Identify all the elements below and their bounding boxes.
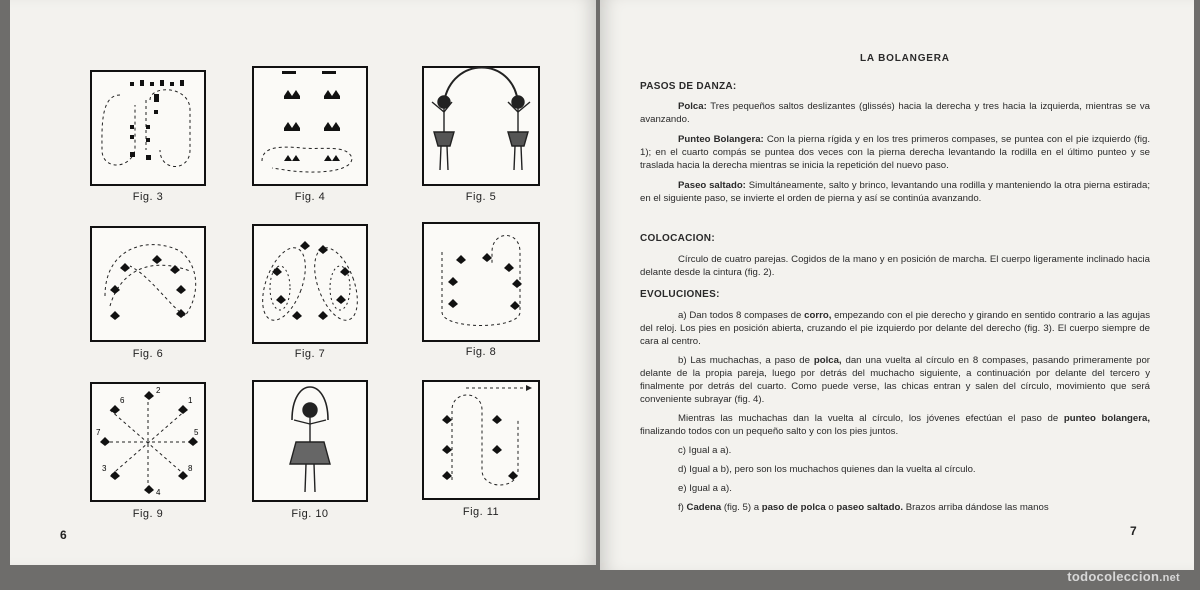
figure-8-diagram [422,222,540,342]
section-heading: EVOLUCIONES: [640,289,720,300]
figure-caption: Fig. 3 [132,191,164,203]
item-e: e) Igual a a). [678,483,732,494]
term: Paseo saltado: [678,180,746,191]
paragraph-text: Con la pierna rígida y en los tres primeros compases, se puntea con el pie izquierdo (fig. 1); en el cuarto compás se puntea dos veces con la pierna derecha levantando la rodilla en el último punteo y se traslada hacia la derecha mientras se inicia la repetición del nuevo paso. [640,134,1150,171]
item-text: empezando con el pie derecho y girando en sentido contrario a las agujas del reloj. Los pies en posición abierta, cruzando el pie izquierdo por delante del derecho (fig. 3). El cuerpo siempre de cara al centro. [640,310,1150,347]
figure-caption: Fig. 4 [294,191,326,203]
figure-caption: Fig. 7 [294,348,326,360]
fig9-number: 6 [120,396,125,405]
fig9-number: 3 [102,464,107,473]
item-a [640,309,1150,348]
watermark-suffix: .net [1159,572,1180,584]
paragraph-text: Simultáneamente, salto y brinco, levantando una rodilla y manteniendo la otra pierna estirada; en el siguiente paso, se invierte el orden de pierna y así se continúa avanzando. [640,180,1150,204]
paragraph-text: Tres pequeños saltos deslizantes (glissés) hacia la derecha y tres hacia la izquierda, mientras se va avanzando. [640,101,1150,125]
item-text: Brazos arriba dándose las manos [903,502,1049,513]
figure-caption: Fig. 5 [465,191,497,203]
term: Polca: [678,101,707,112]
section-heading: COLOCACION: [640,233,715,244]
item-bold: Cadena [686,502,722,513]
figure-caption: Fig. 11 [462,506,500,518]
pasos-section [640,80,1150,205]
figure-3-diagram [90,70,206,186]
item-text: f) [678,502,687,513]
fig9-number: 4 [156,488,161,497]
item-bold: punteo bolangera, [1063,413,1150,424]
section-heading: PASOS DE DANZA: [640,81,737,92]
figure-7-diagram [252,224,368,344]
page-number: 7 [1130,524,1137,538]
item-bold: paso de polca [761,502,826,513]
figure-4-diagram [252,66,368,186]
evoluciones-section [640,288,1150,514]
item-bold: corro, [804,310,832,321]
colocacion-section [640,232,1150,279]
paragraph-text: Círculo de cuatro parejas. Cogidos de la mano y en posición de marcha. El cuerpo ligeramente inclinado hacia delante desde la cintura (fig. 2). [640,254,1150,278]
page-number: 6 [60,528,67,542]
figure-caption: Fig. 8 [465,346,497,358]
item-c: c) Igual a a). [678,445,732,456]
paragraph-punteo [640,133,1150,172]
fig9-number: 7 [96,428,101,437]
figure-caption: Fig. 6 [132,348,164,360]
item-d: d) Igual a b), pero son los muchachos quienes dan la vuelta al círculo. [678,464,976,475]
term: Punteo Bolangera: [678,134,764,145]
item-f [640,501,1150,514]
right-page [600,0,1194,570]
figure-5-diagram [422,66,540,186]
fig9-number: 2 [156,386,161,395]
fig9-number: 1 [188,396,193,405]
item-text: finalizando todos con un pequeño salto y con los pies juntos. [640,426,899,437]
paragraph-paseo [640,179,1150,205]
figure-caption: Fig. 9 [132,508,164,520]
watermark [1067,569,1180,584]
page-title: LA BOLANGERA [860,53,950,64]
figure-6-diagram [90,226,206,342]
figure-10-diagram [252,380,368,502]
item-bold: polca, [813,355,842,366]
item-b [640,354,1150,406]
item-mientras [640,412,1150,438]
item-text: dan una vuelta al círculo en 8 compases, pasando primeramente por delante de la propia pareja, luego por detrás del muchacho siguiente, a continuación por delante del tercero y finalmente por detrás del cuarto. Como puede verse, las chicas entran y salen del círculo, movimiento que será conveniente subrayar (fig. 4). [640,355,1150,405]
item-text: (fig. 5) a [721,502,762,513]
paragraph-polca [640,100,1150,126]
item-bold: paseo saltado. [836,502,904,513]
item-text: Mientras las muchachas dan la vuelta al círculo, los jóvenes efectúan el paso de [678,413,1064,424]
left-page [10,0,596,565]
item-text: b) Las muchachas, a paso de [678,355,814,366]
item-text: o [825,502,837,513]
fig9-number: 5 [194,428,199,437]
figure-11-diagram [422,380,540,500]
item-text: a) Dan todos 8 compases de [678,310,805,321]
fig9-number: 8 [188,464,193,473]
figure-caption: Fig. 10 [291,508,329,520]
watermark-brand: todocoleccion [1067,569,1160,584]
